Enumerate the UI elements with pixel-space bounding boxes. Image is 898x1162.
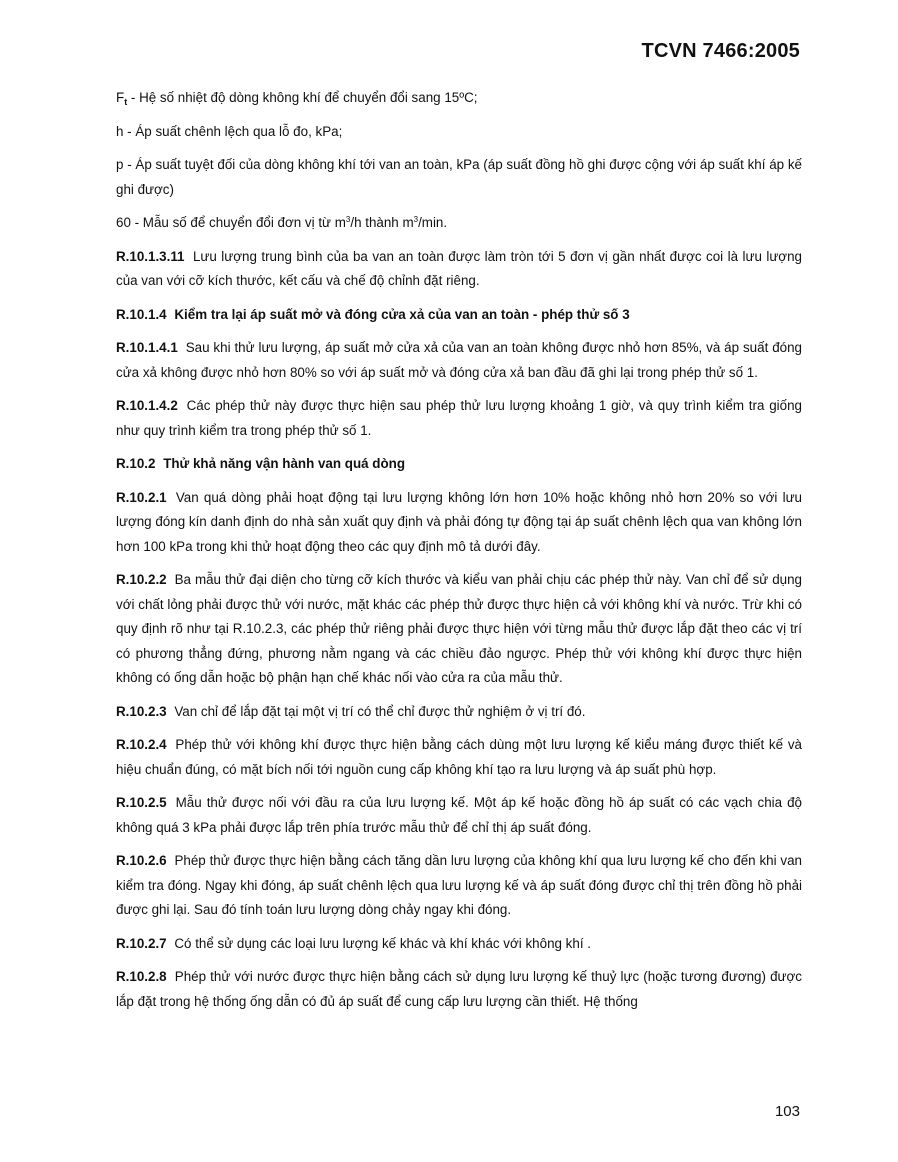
clause-text: Phép thử với nước được thực hiện bằng cách sử dụng lưu lượng kế thuỷ lực (hoặc tương đương) được lắp đặt trong hệ thống ống dẫn có đủ áp suất để cung cấp lưu lượng cần thiết. Hệ thống bbox=[116, 969, 802, 1009]
clause-number: R.10.1.4.1 bbox=[116, 340, 178, 355]
heading-r-10-1-4 bbox=[116, 303, 802, 328]
page-body bbox=[116, 86, 802, 1023]
clause-r-10-2-3 bbox=[116, 700, 802, 725]
clause-number: R.10.2.8 bbox=[116, 969, 167, 984]
ft-symbol: F bbox=[116, 90, 125, 105]
clause-text: Mẫu thử được nối với đầu ra của lưu lượng kế. Một áp kế hoặc đồng hồ áp suất có các vạch chia độ không quá 3 kPa phải được lắp trên phía trước mẫu thử để chỉ thị áp suất đóng. bbox=[116, 795, 802, 835]
heading-text: Thử khả năng vận hành van quá dòng bbox=[163, 456, 406, 471]
clause-text: Lưu lượng trung bình của ba van an toàn được làm tròn tới 5 đơn vị gần nhất được coi là lưu lượng của van với cỡ kích thước, kết cấu và chế độ chỉnh đặt riêng. bbox=[116, 248, 802, 288]
clause-number: R.10.2.5 bbox=[116, 795, 167, 810]
clause-number: R.10.2 bbox=[116, 456, 156, 471]
clause-r-10-2-6 bbox=[116, 849, 802, 923]
def60-part-c: /min. bbox=[418, 215, 448, 230]
clause-r-10-1-4-1 bbox=[116, 336, 802, 385]
clause-text: Sau khi thử lưu lượng, áp suất mở cửa xả của van an toàn không được nhỏ hơn 85%, và áp suất đóng cửa xả không được nhỏ hơn 80% so với áp suất mở và đóng cửa xả ban đầu đã ghi lại trong phép thử số 1. bbox=[116, 340, 802, 380]
ft-subscript: t bbox=[124, 97, 128, 107]
heading-r-10-2 bbox=[116, 452, 802, 477]
clause-number: R.10.1.3.11 bbox=[116, 248, 185, 264]
clause-number: R.10.1.4 bbox=[116, 306, 167, 322]
clause-text: Có thể sử dụng các loại lưu lượng kế khác và khí khác với không khí . bbox=[174, 935, 591, 951]
def60-part-a: 60 - Mẫu số để chuyển đổi đơn vị từ m bbox=[116, 215, 346, 230]
clause-r-10-2-8 bbox=[116, 965, 802, 1014]
def60-sup-1: 3 bbox=[345, 215, 351, 224]
clause-text: Van quá dòng phải hoạt động tại lưu lượng không lớn hơn 10% hoặc không nhỏ hơn 20% so với lưu lượng đóng kín danh định do nhà sản xuất quy định và phải đóng tự động tại áp suất chênh lệch qua van không lớn hơn 100 kPa trong khi thử hoạt động theo các quy định mô tả dưới đây. bbox=[116, 489, 802, 554]
heading-text: Kiểm tra lại áp suất mở và đóng cửa xả của van an toàn - phép thử số 3 bbox=[174, 306, 630, 322]
clause-r-10-1-4-2 bbox=[116, 394, 802, 443]
ft-text: - Hệ số nhiệt độ dòng không khí để chuyển đổi sang 15ºC; bbox=[127, 90, 478, 105]
clause-r-10-2-7 bbox=[116, 932, 802, 957]
clause-number: R.10.2.2 bbox=[116, 572, 167, 587]
definition-60 bbox=[116, 211, 802, 236]
definition-ft bbox=[116, 86, 802, 111]
clause-r-10-2-4 bbox=[116, 733, 802, 782]
clause-r-10-2-5 bbox=[116, 791, 802, 840]
clause-text: Van chỉ để lắp đặt tại một vị trí có thể chỉ được thử nghiệm ở vị trí đó. bbox=[174, 703, 586, 719]
definition-p: p - Áp suất tuyệt đối của dòng không khí tới van an toàn, kPa (áp suất đồng hồ ghi được cộng với áp suất khí áp kế ghi được) bbox=[116, 157, 802, 197]
clause-r-10-1-3-11 bbox=[116, 245, 802, 294]
def60-part-b: /h thành m bbox=[350, 215, 414, 230]
clause-r-10-2-2 bbox=[116, 568, 802, 691]
clause-number: R.10.2.3 bbox=[116, 703, 167, 719]
clause-number: R.10.2.1 bbox=[116, 489, 167, 505]
clause-number: R.10.2.7 bbox=[116, 935, 167, 951]
clause-number: R.10.2.6 bbox=[116, 853, 167, 868]
def60-sup-2: 3 bbox=[413, 215, 419, 224]
clause-number: R.10.1.4.2 bbox=[116, 398, 178, 413]
definition-h: h - Áp suất chênh lệch qua lỗ đo, kPa; bbox=[116, 123, 343, 139]
page-number: 103 bbox=[774, 1103, 800, 1120]
document-header: TCVN 7466:2005 bbox=[641, 40, 800, 62]
clause-text: Phép thử với không khí được thực hiện bằng cách dùng một lưu lượng kế kiểu máng được thiết kế và hiệu chuẩn đúng, có mặt bích nối tới nguồn cung cấp không khí tạo ra lưu lượng và áp suất phù hợp. bbox=[116, 737, 802, 777]
clause-text: Các phép thử này được thực hiện sau phép thử lưu lượng khoảng 1 giờ, và quy trình kiểm tra giống như quy trình kiểm tra trong phép thử số 1. bbox=[116, 398, 802, 438]
clause-number: R.10.2.4 bbox=[116, 737, 167, 752]
clause-r-10-2-1 bbox=[116, 486, 802, 560]
clause-text: Ba mẫu thử đại diện cho từng cỡ kích thước và kiểu van phải chịu các phép thử này. Van chỉ để sử dụng với chất lỏng phải được thử với nước, mặt khác các phép thử được thực hiện cả với không khí và nước. Trừ khi có quy định rõ như tại R.10.2.3, các phép thử riêng phải được thực hiện với từng mẫu thử được lắp đặt theo các vị trí có phương thẳng đứng, phương nằm ngang và các chiều đảo ngược. Phép thử với không khí được thực hiện không có ống dẫn hoặc bộ phận hạn chế khác nối vào cửa ra của mẫu thử. bbox=[116, 572, 802, 685]
clause-text: Phép thử được thực hiện bằng cách tăng dần lưu lượng của không khí qua lưu lượng kế cho đến khi van kiểm tra đóng. Ngay khi đóng, áp suất chênh lệch qua lưu lượng kế và áp suất đóng được chỉ thị trên đồng hồ phải được ghi lại. Sau đó tính toán lưu lượng dòng chảy ngay khi đóng. bbox=[116, 853, 802, 917]
